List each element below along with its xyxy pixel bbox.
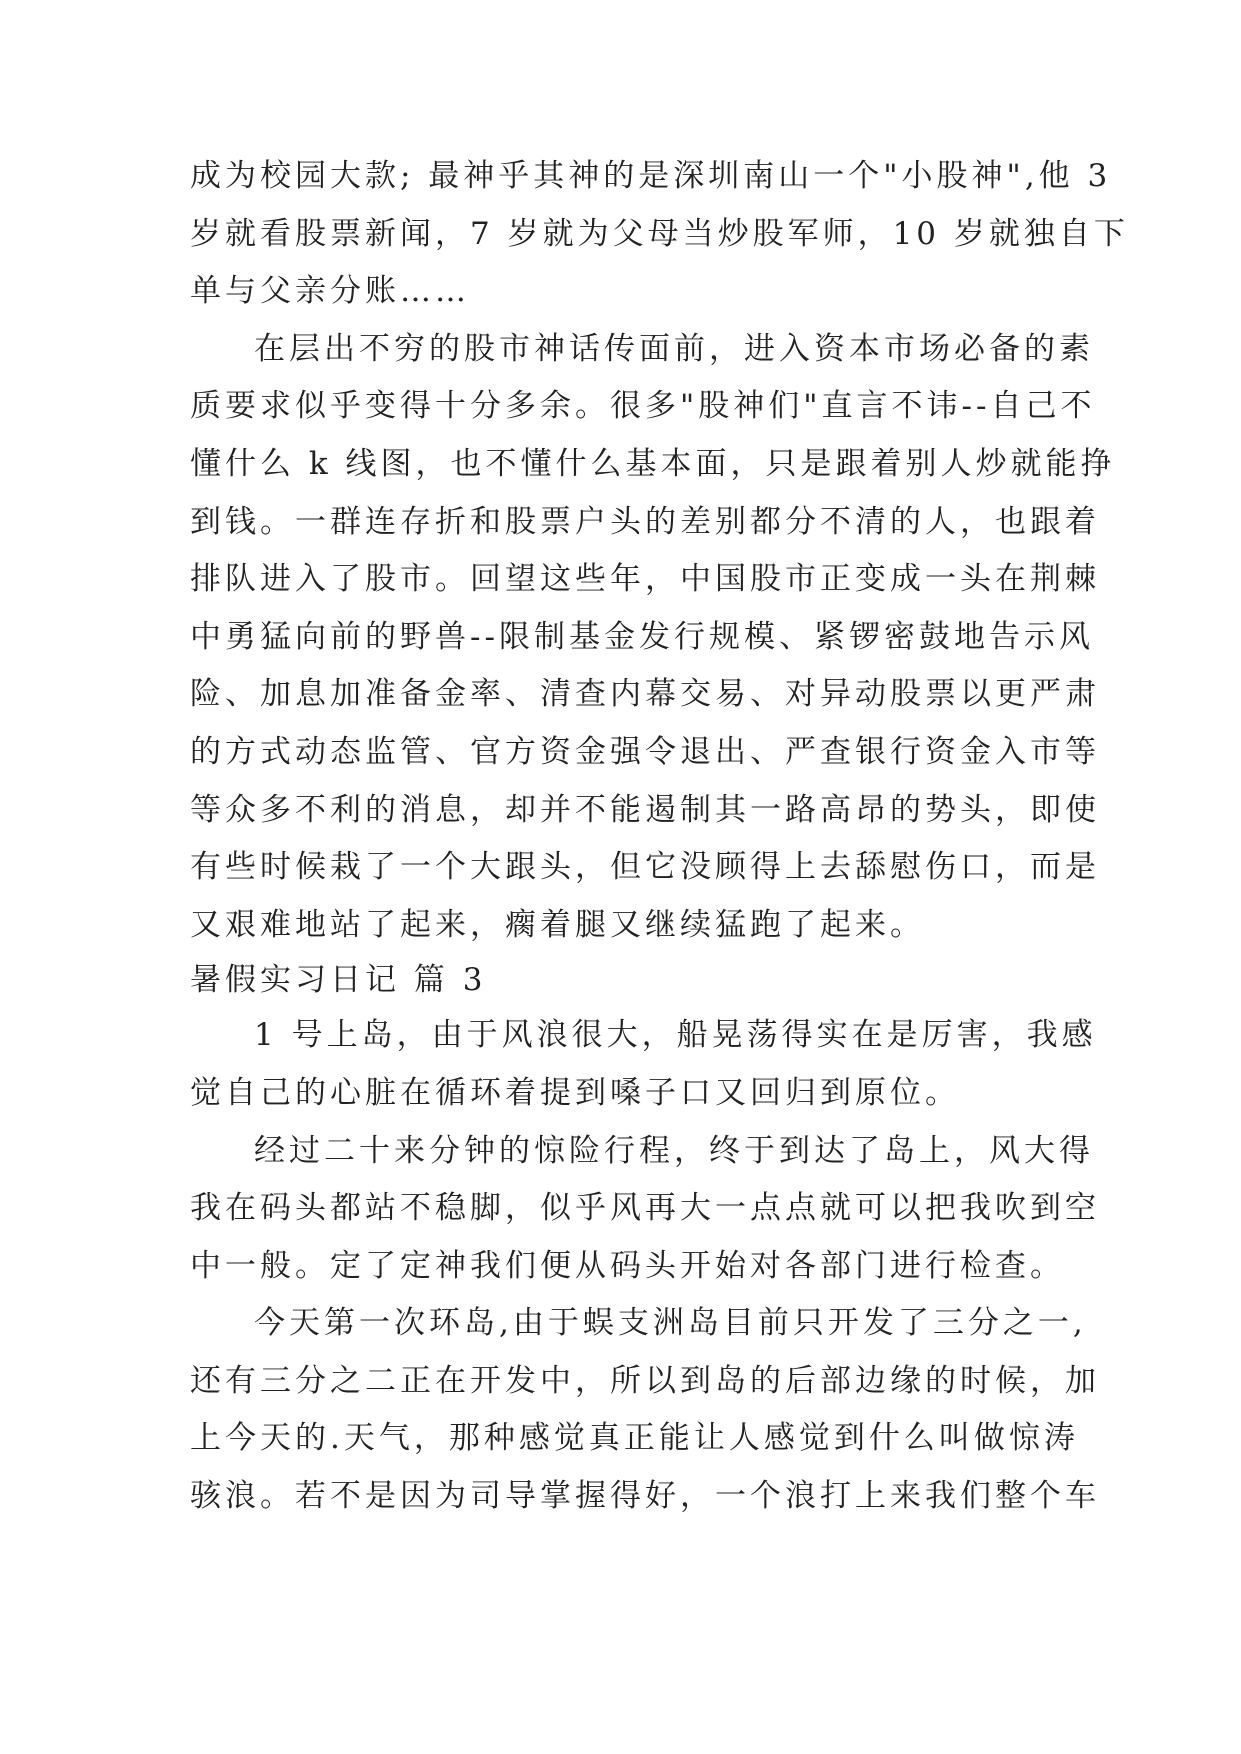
paragraph-line: 质要求似乎变得十分多余。很多"股神们"直言不讳--自己不 — [190, 388, 1096, 425]
paragraph-line: 成为校园大款; 最神乎其神的是深圳南山一个"小股神",他 3 — [190, 158, 1112, 194]
document-body — [190, 148, 1129, 1526]
paragraph-line: 排队进入了股市。回望这些年，中国股市正变成一头在荆棘 — [190, 561, 1100, 598]
paragraph-line: 懂什么 k 线图，也不懂什么基本面，只是跟着别人炒就能挣 — [190, 445, 1116, 482]
paragraph-line: 岁就看股票新闻，7 岁就为父母当炒股军师，10 岁就独自下 — [190, 215, 1129, 252]
paragraph-line: 中勇猛向前的野兽--限制基金发行规模、紧锣密鼓地告示风 — [190, 618, 1094, 655]
paragraph-line: 单与父亲分账…… — [190, 273, 470, 310]
paragraph-line: 还有三分之二正在开发中，所以到岛的后部边缘的时候，加 — [190, 1362, 1100, 1399]
paragraph-line: 1 号上岛，由于风浪很大，船晃荡得实在是厉害，我感 — [254, 1017, 1097, 1054]
paragraph-line: 经过二十来分钟的惊险行程，终于到达了岛上，风大得 — [254, 1132, 1094, 1169]
paragraph-line: 上今天的.天气，那种感觉真正能让人感觉到什么叫做惊涛 — [190, 1420, 1079, 1457]
paragraph-line: 到钱。一群连存折和股票户头的差别都分不清的人，也跟着 — [190, 503, 1100, 540]
paragraph-line: 今天第一次环岛,由于蜈支洲岛目前只开发了三分之一, — [254, 1305, 1087, 1342]
paragraph-line: 中一般。定了定神我们便从码头开始对各部门进行检查。 — [190, 1247, 1065, 1284]
paragraph-line: 我在码头都站不稳脚，似乎风再大一点点就可以把我吹到空 — [190, 1190, 1100, 1227]
section-heading: 暑假实习日记 篇 3 — [190, 962, 487, 999]
paragraph-line: 在层出不穷的股市神话传面前，进入资本市场必备的素 — [254, 330, 1094, 367]
paragraph-line: 骇浪。若不是因为司导掌握得好，一个浪打上来我们整个车 — [190, 1478, 1100, 1515]
paragraph-line: 觉自己的心脏在循环着提到嗓子口又回归到原位。 — [190, 1074, 960, 1111]
paragraph-line: 险、加息加准备金率、清查内幕交易、对异动股票以更严肃 — [190, 676, 1100, 713]
paragraph-line: 的方式动态监管、官方资金强令退出、严查银行资金入市等 — [190, 733, 1100, 770]
paragraph-line: 又艰难地站了起来，瘸着腿又继续猛跑了起来。 — [190, 906, 925, 943]
paragraph-line: 等众多不利的消息，却并不能遏制其一路高昂的势头，即使 — [190, 791, 1100, 828]
paragraph-line: 有些时候栽了一个大跟头，但它没顾得上去舔慰伤口，而是 — [190, 849, 1100, 886]
